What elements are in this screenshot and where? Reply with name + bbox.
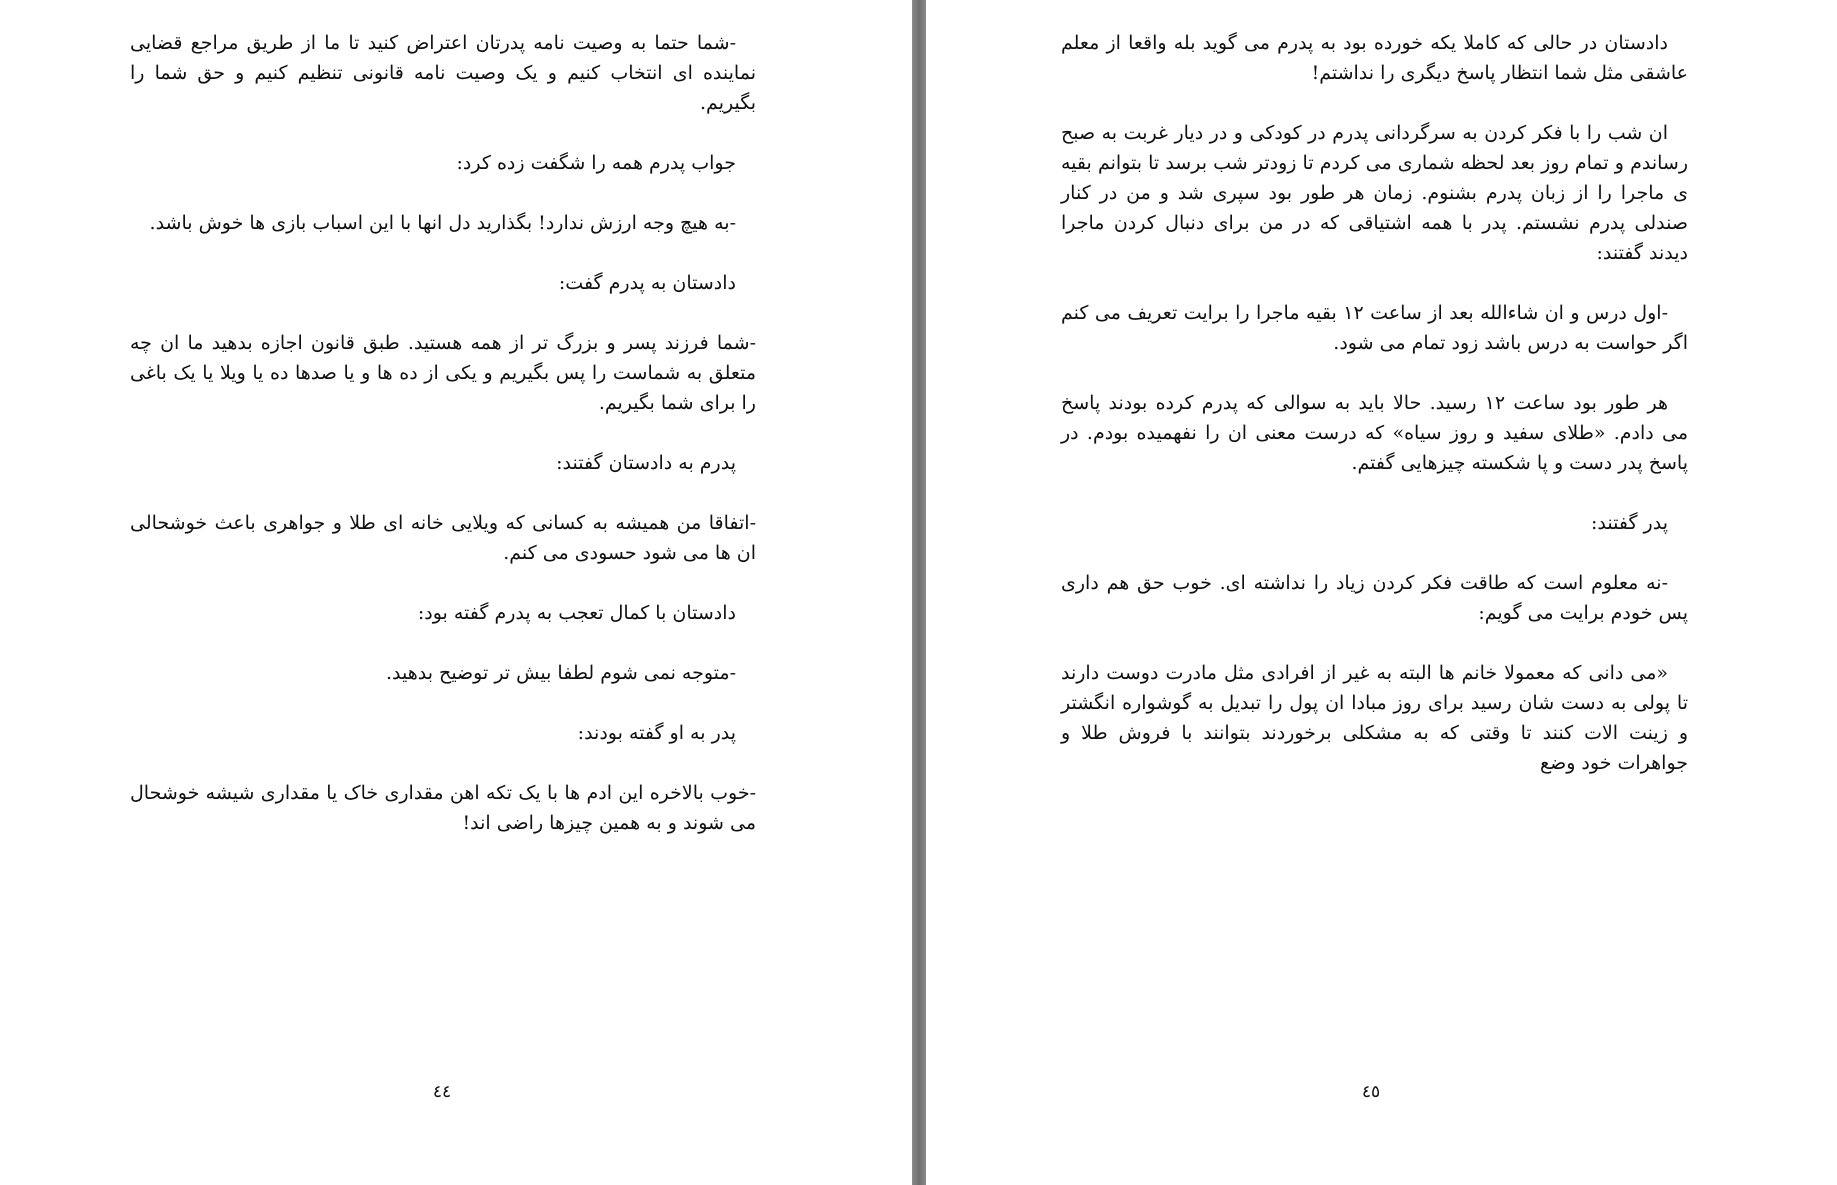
- left-page-text: [130, 28, 756, 868]
- paragraph: ان شب را با فکر کردن به سرگردانی پدرم در کودکی و در دیار غربت به صبح رساندم و تمام روز بعد لحظه شماری می کردم تا زودتر شب برسد تا بتوانم بقیه ی ماجرا را از زبان پدرم بشنوم. زمان هر طور بود سپری شد و من در کنار صندلی پدرم نشستم. پدر با همه اشتیاقی که در من برای دنبال کردن ماجرا دیدند گفتند:: [1061, 122, 1688, 264]
- page-number: ٤٥: [1361, 1082, 1381, 1102]
- paragraph: دادستان در حالی که کاملا یکه خورده بود به پدرم می گوید بله واقعا از معلم عاشقی مثل شما انتظار پاسخ دیگری را نداشتم!: [1061, 32, 1688, 84]
- paragraph: -متوجه نمی شوم لطفا بیش تر توضیح بدهید.: [385, 662, 736, 684]
- paragraph: پدرم به دادستان گفتند:: [556, 452, 736, 474]
- left-page: [0, 0, 912, 1185]
- paragraph: جواب پدرم همه را شگفت زده کرد:: [456, 152, 736, 174]
- book-gutter: [912, 0, 926, 1185]
- paragraph: -به هیچ وجه ارزش ندارد! بگذارید دل انها با این اسباب بازی ها خوش باشد.: [149, 212, 736, 234]
- paragraph: -شما فرزند پسر و بزرگ تر از همه هستید. طبق قانون اجازه بدهید ما ان چه متعلق به شماست را پس بگیریم و یکی از ده ها و یا صدها ده یا ویلا یا یک باغی را برای شما بگیریم.: [130, 332, 756, 414]
- paragraph: -اتفاقا من همیشه به کسانی که ویلایی خانه ای طلا و جواهری باعث خوشحالی ان ها می شود حسودی می کنم.: [130, 512, 756, 564]
- paragraph: هر طور بود ساعت ١٢ رسید. حالا باید به سوالی که پدرم کرده بودند پاسخ می دادم. «طلای سفید و روز سیاه» که درست معنی ان را نفهمیده بودم. در پاسخ پدر دست و پا شکسته چیزهایی گفتم.: [1061, 392, 1688, 474]
- paragraph: دادستان با کمال تعجب به پدرم گفته بود:: [417, 602, 736, 624]
- page-number: ٤٤: [432, 1082, 452, 1102]
- paragraph: -نه معلوم است که طاقت فکر کردن زیاد را نداشته ای. خوب حق هم داری پس خودم برایت می گویم:: [1061, 572, 1688, 624]
- right-page: [926, 0, 1837, 1185]
- paragraph: -اول درس و ان شاءالله بعد از ساعت ١٢ بقیه ماجرا را برایت تعریف می کنم اگر حواست به درس باشد زود تمام می شود.: [1061, 302, 1688, 354]
- right-page-text: [1061, 28, 1688, 808]
- paragraph: دادستان به پدرم گفت:: [558, 272, 736, 294]
- paragraph: پدر گفتند:: [1591, 512, 1668, 534]
- paragraph: -شما حتما به وصیت نامه پدرتان اعتراض کنید تا ما از طریق مراجع قضایی نماینده ای انتخاب کنیم و یک وصیت نامه قانونی تنظیم کنیم و حق شما را بگیریم.: [130, 32, 756, 114]
- paragraph: پدر به او گفته بودند:: [577, 722, 736, 744]
- paragraph: «می دانی که معمولا خانم ها البته به غیر از افرادی مثل مادرت دوست دارند تا پولی به دست شان رسید برای روز مبادا ان پول را تبدیل به گوشواره انگشتر و زینت الات کنند تا وقتی که به مشکلی برخوردند بتوانند با فروش طلا و جواهرات خود وضع: [1061, 662, 1688, 774]
- paragraph: -خوب بالاخره این ادم ها با یک تکه اهن مقداری خاک یا مقداری شیشه خوشحال می شوند و به همین چیزها راضی اند!: [130, 782, 756, 834]
